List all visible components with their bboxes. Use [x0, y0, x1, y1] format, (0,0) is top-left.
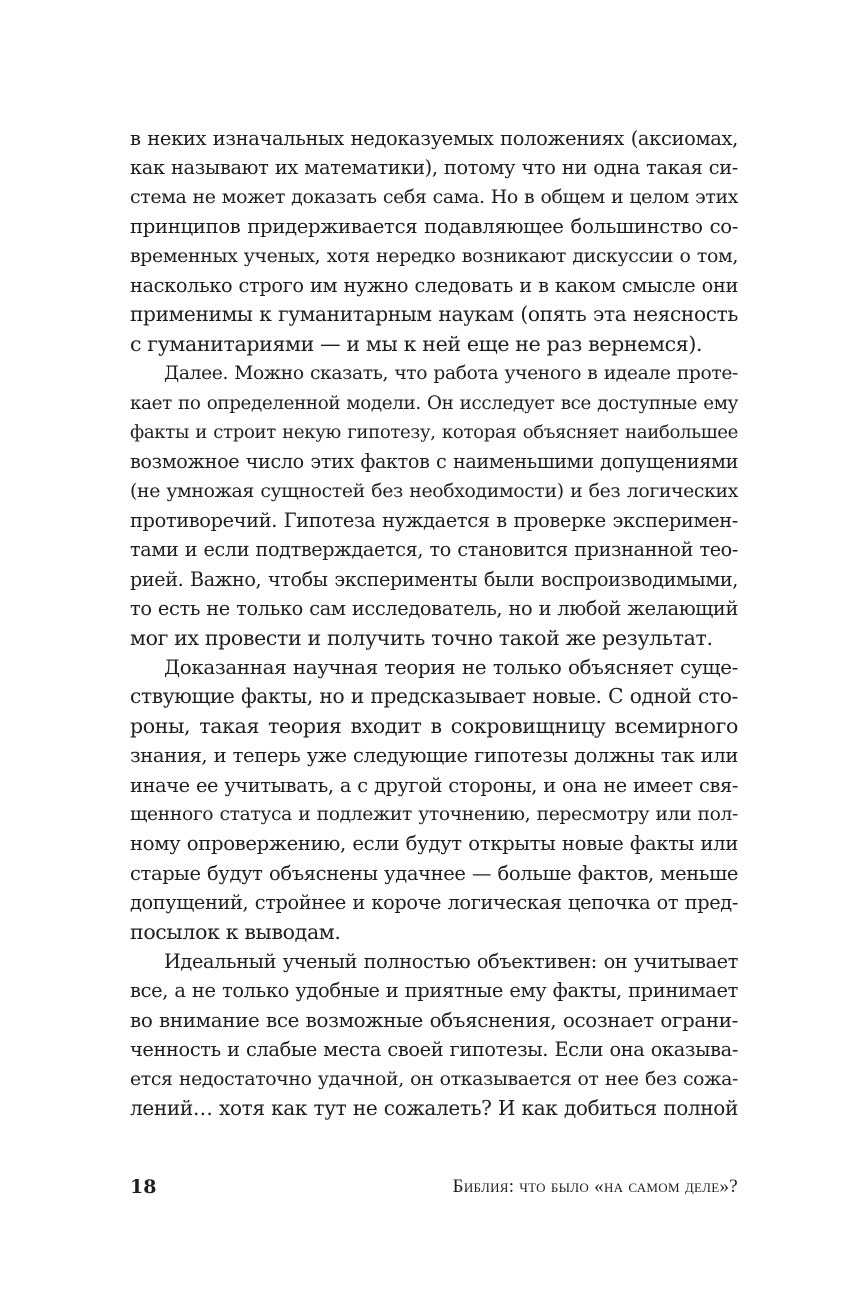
- text-line: тами и если подтверждается, то становится признанной тео-: [130, 538, 738, 562]
- paragraph-4: [130, 947, 738, 1123]
- text-line: ствующие факты, но и предсказывает новые. С одной сто-: [130, 684, 738, 709]
- text-line: старые будут объяснены удачнее — больше фактов, меньше: [130, 861, 738, 885]
- text-line: знания, и теперь уже следующие гипотезы должны так или: [130, 744, 738, 768]
- text-line: применимы к гуманитарным наукам (опять эта неясность: [130, 302, 738, 327]
- text-line: лений… хотя как тут не сожалеть? И как добиться полной: [130, 1095, 738, 1120]
- text-line: принципов придерживается подавляющее большинство со-: [130, 215, 738, 239]
- text-line: мог их провести и получить точно такой же результат.: [130, 625, 713, 650]
- paragraph-1: [130, 124, 738, 359]
- text-line: роны, такая теория входит в сокровищницу всемирного: [130, 713, 738, 738]
- text-line: щенного статуса и подлежит уточнению, пересмотру или пол-: [130, 803, 738, 825]
- text-line: факты и строит некую гипотезу, которая объясняет наибольшее: [130, 421, 738, 443]
- paragraph-2: [130, 359, 738, 653]
- text-line: с гуманитариями — и мы к ней еще не раз вернемся).: [130, 331, 703, 356]
- text-line: во внимание все возможные объяснения, осознает ограни-: [130, 1008, 738, 1032]
- text-line: ченность и слабые места своей гипотезы. Если она оказыва-: [130, 1038, 738, 1062]
- text-line: Идеальный ученый полностью объективен: он учитывает: [164, 949, 738, 973]
- text-line: насколько строго им нужно следовать и в каком смысле они: [130, 273, 738, 297]
- text-line: противоречий. Гипотеза нуждается в проверке эксперимен-: [130, 509, 738, 533]
- text-line: как называют их математики), потому что ни одна такая си-: [130, 156, 738, 180]
- text-line: допущений, стройнее и короче логическая цепочка от пред-: [130, 891, 738, 915]
- text-line: (не умножая сущностей без необходимости) и без логических: [130, 480, 738, 502]
- text-line: возможное число этих фактов с наименьшими допущениями: [130, 450, 738, 474]
- text-line: все, а не только удобные и приятные ему факты, принимает: [130, 979, 738, 1003]
- text-line: стема не может доказать себя сама. Но в общем и целом этих: [130, 185, 738, 208]
- text-line: ется недостаточно удачной, он отказывается от нее без сожа-: [130, 1068, 738, 1090]
- page-body: [130, 124, 738, 1123]
- text-line: то есть не только сам исследователь, но и любой желающий: [130, 597, 738, 621]
- text-line: иначе ее учитывать, а с другой стороны, и она не имеет свя-: [130, 773, 738, 797]
- text-line: рией. Важно, чтобы эксперименты были воспроизводимыми,: [130, 567, 738, 591]
- page-footer: [130, 1172, 738, 1202]
- text-line: ному опровержению, если будут открыты новые факты или: [130, 832, 738, 856]
- paragraph-3: [130, 653, 738, 947]
- text-line: в неких изначальных недоказуемых положениях (аксиомах,: [130, 127, 738, 150]
- text-line: кает по определенной модели. Он исследует все доступные ему: [130, 392, 738, 414]
- text-line: посылок к выводам.: [130, 919, 341, 944]
- text-line: Далее. Можно сказать, что работа ученого в идеале проте-: [164, 363, 738, 385]
- page-number: 18: [130, 1176, 157, 1198]
- text-line: Доказанная научная теория не только объясняет суще-: [164, 656, 738, 680]
- running-title: Библия: что было «на самом деле»?: [452, 1176, 738, 1197]
- text-line: временных ученых, хотя нередко возникают дискуссии о том,: [130, 244, 738, 267]
